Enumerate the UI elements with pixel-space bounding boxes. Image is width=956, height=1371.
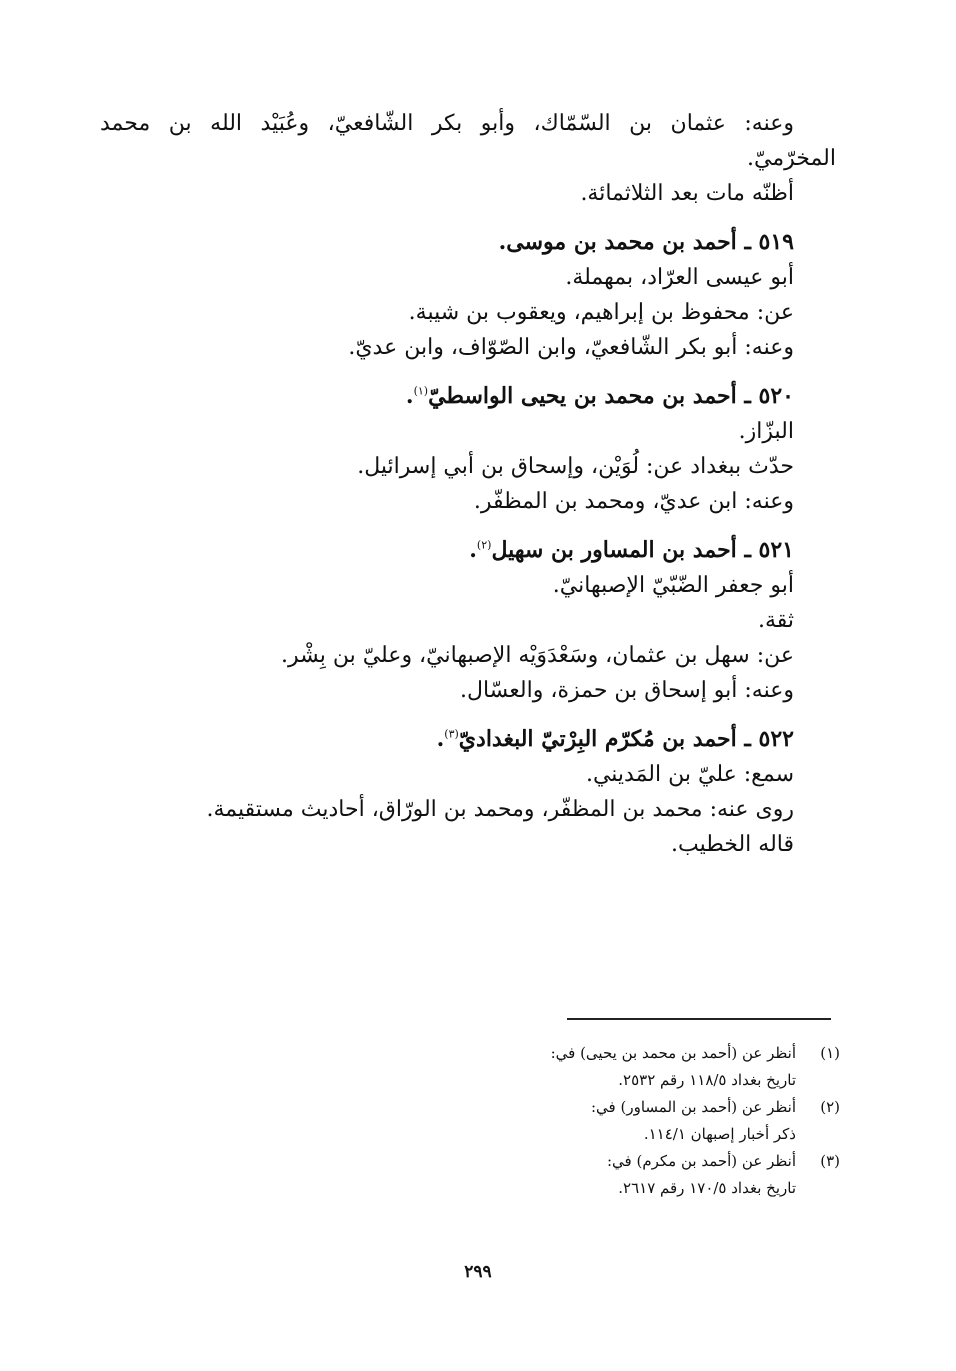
footnote-text: أنظر عن (أحمد بن مكرم) في: [606, 1152, 796, 1170]
entry-521-line-4: وعنه: أبو إسحاق بن حمزة، والعسّال. [460, 678, 794, 703]
entry-522-line-3: قاله الخطيب. [670, 832, 794, 857]
entry-521-line-2: ثقة. [757, 608, 794, 633]
entry-520-line-1: البزّاز. [738, 419, 794, 444]
entry-heading-end: . [469, 537, 477, 563]
footnote-text: أنظر عن (أحمد بن المساور) في: [591, 1098, 796, 1116]
entry-521-line-1: أبو جعفر الضّبّيّ الإصبهانيّ. [552, 573, 794, 598]
entry-522-line-1: سمع: عليّ بن المَديني. [585, 762, 794, 787]
entry-heading-text: ٥١٩ ـ أحمد بن محمد بن موسى. [498, 229, 794, 255]
footnote-number: (٢) [820, 1098, 840, 1116]
entry-heading-text: ٥٢١ ـ أحمد بن المساور بن سهيل [491, 537, 794, 563]
entry-519-line-3: وعنه: أبو بكر الشّافعيّ، وابن الصّوّاف، وابن عديّ. [348, 335, 794, 360]
entry-heading-end: . [405, 383, 414, 409]
entry-519-line-2: عن: محفوظ بن إبراهيم، ويعقوب بن شيبة. [408, 300, 794, 325]
footnote-3 [440, 1148, 840, 1175]
entry-520-line-3: وعنه: ابن عديّ، ومحمد بن المظفّر. [473, 489, 794, 514]
entry-heading-520 [100, 379, 836, 414]
intro-line-3: أظنّه مات بعد الثلاثمائة. [580, 181, 794, 206]
intro-line-1: وعنه: عثمان بن السّمّاك، وأبو بكر الشّافعيّ، وعُبَيْد الله بن محمد [100, 111, 794, 136]
footnote-separator [567, 1018, 831, 1020]
footnotes [440, 1040, 840, 1202]
footnote-2 [440, 1094, 840, 1121]
footnote-mark: (١) [413, 384, 429, 398]
entry-520-line-2: حدّث ببغداد عن: لُوَيْن، وإسحاق بن أبي إسرائيل. [357, 454, 794, 479]
footnote-3-source: تاريخ بغداد ١٧٠/٥ رقم ٢٦١٧. [618, 1179, 796, 1197]
footnote-2-source: ذكر أخبار إصبهان ١١٤/١. [643, 1125, 796, 1143]
footnote-number: (٣) [820, 1152, 840, 1170]
intro-line-2: المخرّميّ. [747, 146, 836, 171]
entry-heading-519 [100, 225, 836, 260]
entry-522-line-2: روى عنه: محمد بن المظفّر، ومحمد بن الورّاق، أحاديث مستقيمة. [206, 797, 794, 822]
footnote-1 [440, 1040, 840, 1067]
footnote-number: (١) [820, 1044, 840, 1062]
entry-heading-text: ٥٢٠ ـ أحمد بن محمد بن يحيى الواسطيّ [428, 383, 794, 409]
page-number: ٢٩٩ [464, 1262, 492, 1282]
entry-heading-521 [100, 533, 836, 568]
footnote-1-source: تاريخ بغداد ١١٨/٥ رقم ٢٥٣٢. [618, 1071, 796, 1089]
entry-heading-522 [100, 722, 836, 757]
entry-519-line-1: أبو عيسى العرّاد، بمهملة. [565, 265, 794, 290]
footnote-mark: (٣) [444, 727, 459, 741]
footnote-mark: (٢) [476, 538, 492, 552]
entry-521-line-3: عن: سهل بن عثمان، وسَعْدَوَيْه الإصبهانيّ، وعليّ بن بِشْر. [280, 643, 794, 668]
footnote-text: أنظر عن (أحمد بن محمد بن يحيى) في: [550, 1044, 796, 1062]
main-text [100, 106, 836, 862]
entry-heading-text: ٥٢٢ ـ أحمد بن مُكرّم البِرْتيّ البغداديّ [458, 726, 794, 752]
entry-heading-end: . [436, 726, 445, 752]
